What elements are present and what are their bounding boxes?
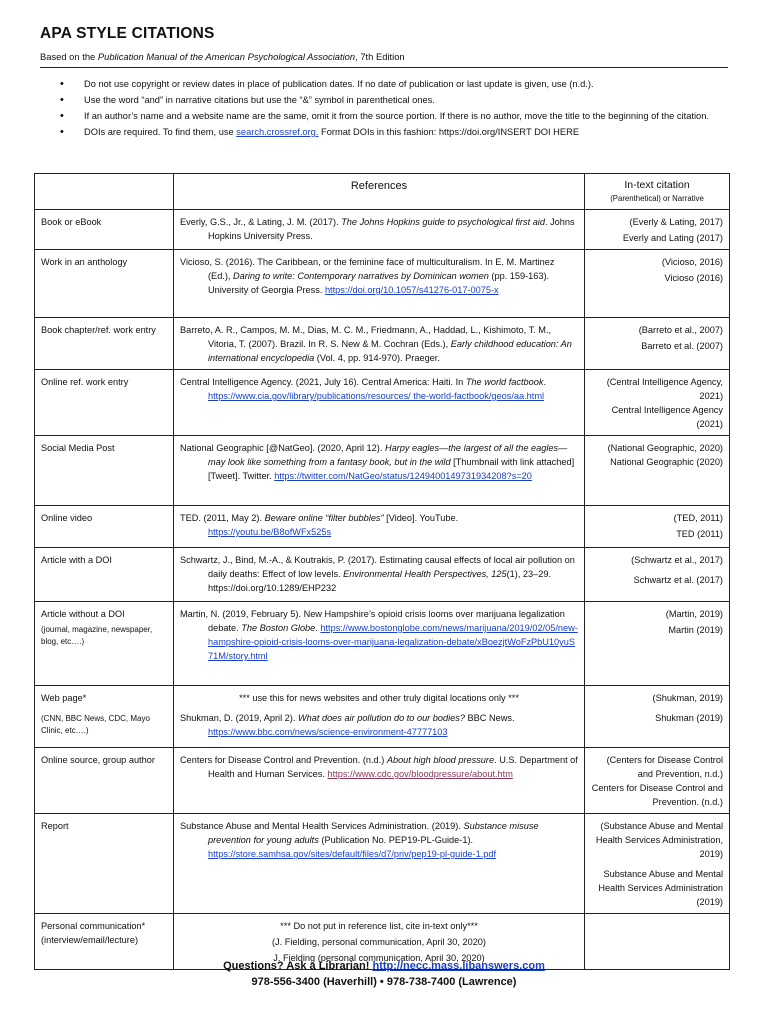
header-intext: In-text citation (Parenthetical) or Narrative xyxy=(585,174,730,210)
page-title: APA STYLE CITATIONS xyxy=(40,25,215,42)
table-header-row xyxy=(35,174,730,210)
intext-cell: (TED, 2011) TED (2011) xyxy=(585,506,730,548)
phone-numbers: 978-556-3400 (Haverhill) • 978-738-7400 (Lawrence) xyxy=(251,976,517,988)
source-type: Work in an anthology xyxy=(35,250,174,318)
reference-cell: Barreto, A. R., Campos, M. M., Dias, M. C. M., Friedmann, A., Haddad, L., Kishimoto, T. M., Vitoria, T. (2007). Brazil. In R. S. New & M. Cochran (Eds.), Early childhood education: An international encyclopedia (Vol. 4, pp. 914-970). Praeger. xyxy=(174,318,585,370)
table-row xyxy=(35,370,730,436)
bbc-link[interactable]: https://www.bbc.com/news/science-environment-47777103 xyxy=(208,727,448,737)
tweet-link[interactable]: https://twitter.com/NatGeo/status/1249400149731934208?s=20 xyxy=(274,471,532,481)
youtube-link[interactable]: https://youtu.be/B8ofWFx525s xyxy=(208,527,332,537)
reference-cell: Centers for Disease Control and Prevention. (n.d.) About high blood pressure. U.S. Department of Health and Human Services. https://www.cdc.gov/bloodpressure/about.htm xyxy=(174,748,585,814)
globe-article-link[interactable]: https://www.bostonglobe.com/news/marijuana/2019/02/05/new-hampshire-opioid-crisis-looms-over-marijuana-legalization-debate/xBoezjtWoFzPbU10yuS71M/story.html xyxy=(208,623,578,661)
libanswers-link[interactable]: http://necc.mass.libanswers.com xyxy=(372,960,545,972)
page-subtitle: Based on the Publication Manual of the American Psychological Association, 7th Edition xyxy=(40,51,405,62)
crossref-link[interactable]: search.crossref.org. xyxy=(236,127,319,137)
table-row xyxy=(35,250,730,318)
citation-table xyxy=(34,173,730,970)
source-type: Book chapter/ref. work entry xyxy=(35,318,174,370)
source-type: Article without a DOI (journal, magazine, newspaper, blog, etc….) xyxy=(35,602,174,686)
cdc-link[interactable]: https://www.cdc.gov/bloodpressure/about.htm xyxy=(327,769,513,779)
intext-cell: (Central Intelligence Agency, 2021) Central Intelligence Agency (2021) xyxy=(585,370,730,436)
intext-cell: (National Geographic, 2020) National Geographic (2020) xyxy=(585,436,730,506)
table-row xyxy=(35,506,730,548)
guideline-item: • Use the word “and” in narrative citations but use the “&” symbol in parenthetical ones. xyxy=(60,92,720,108)
source-type: Article with a DOI xyxy=(35,548,174,602)
intext-cell: (Substance Abuse and Mental Health Services Administration, 2019) Substance Abuse and Mental Health Services Administration (2019) xyxy=(585,814,730,914)
header-references: References xyxy=(174,174,585,210)
intext-cell: (Barreto et al., 2007) Barreto et al. (2007) xyxy=(585,318,730,370)
table-row xyxy=(35,548,730,602)
reference-cell: *** Do not put in reference list, cite in-text only*** (J. Fielding, personal communication, April 30, 2020) J. Fielding (personal communication, April 30, 2020) xyxy=(174,914,585,970)
reference-cell: TED. (2011, May 2). Beware online “filter bubbles” [Video]. YouTube. https://youtu.be/B8ofWFx525s xyxy=(174,506,585,548)
source-type: Online video xyxy=(35,506,174,548)
reference-cell: National Geographic [@NatGeo]. (2020, April 12). Harpy eagles—the largest of all the eagles—may look like something from a fantasy book, but in the wild [Thumbnail with link attached] [Tweet]. Twitter. https://twitter.com/NatGeo/status/1249400149731934208?s=20 xyxy=(174,436,585,506)
table-row xyxy=(35,602,730,686)
title-rule xyxy=(40,67,728,68)
header-type xyxy=(35,174,174,210)
doi-link[interactable]: https://doi.org/10.1057/s41276-017-0075-x xyxy=(324,285,499,295)
table-row xyxy=(35,814,730,914)
source-type: Personal communication* (interview/email/lecture) xyxy=(35,914,174,970)
reference-cell: Central Intelligence Agency. (2021, July 16). Central America: Haiti. In The world factbook. https://www.cia.gov/library/publications/resources/ the-world-factbook/geos/aa.html xyxy=(174,370,585,436)
guideline-item-doi: • DOIs are required. To find them, use search.crossref.org. Format DOIs in this fashion: https://doi.org/INSERT DOI HERE xyxy=(60,124,720,140)
source-type: Web page* (CNN, BBC News, CDC, Mayo Clinic, etc….) xyxy=(35,686,174,748)
intext-cell: (Vicioso, 2016) Vicioso (2016) xyxy=(585,250,730,318)
source-type: Online source, group author xyxy=(35,748,174,814)
table-row xyxy=(35,686,730,748)
ask-librarian-line: Questions? Ask a Librarian! http://necc.mass.libanswers.com xyxy=(223,960,545,972)
guideline-item: • If an author’s name and a website name are the same, omit it from the source portion. If there is no author, move the title to the beginning of the citation. xyxy=(60,108,720,124)
source-type: Social Media Post xyxy=(35,436,174,506)
source-type: Report xyxy=(35,814,174,914)
reference-cell: *** use this for news websites and other truly digital locations only *** Shukman, D. (2019, April 2). What does air pollution do to our bodies? BBC News. https://www.bbc.com/news/science-environment-47777103 xyxy=(174,686,585,748)
table-row xyxy=(35,748,730,814)
source-type: Online ref. work entry xyxy=(35,370,174,436)
intext-cell: (Martin, 2019) Martin (2019) xyxy=(585,602,730,686)
table-row xyxy=(35,436,730,506)
factbook-link[interactable]: https://www.cia.gov/library/publications/resources/ the-world-factbook/geos/aa.html xyxy=(208,391,545,401)
reference-cell: Schwartz, J., Bind, M.-A., & Koutrakis, P. (2017). Estimating causal effects of local air pollution on daily deaths: Effect of low levels. Environmental Health Perspectives, 125(1), 23–29. https://doi.org/10.1289/EHP232 xyxy=(174,548,585,602)
reference-cell: Martin, N. (2019, February 5). New Hampshire’s opioid crisis looms over marijuana legalization debate. The Boston Globe. https://www.bostonglobe.com/news/marijuana/2019/02/05/new-hampshire-opioid-crisis-looms-over-marijuana-legalization-debate/xBoezjtWoFzPbU10yuS71M/story.html xyxy=(174,602,585,686)
intext-cell: (Schwartz et al., 2017) Schwartz et al. (2017) xyxy=(585,548,730,602)
guidelines-list xyxy=(60,76,720,140)
intext-cell: (Everly & Lating, 2017) Everly and Lating (2017) xyxy=(585,210,730,250)
source-type: Book or eBook xyxy=(35,210,174,250)
table-row xyxy=(35,210,730,250)
table-row xyxy=(35,318,730,370)
intext-cell: (Shukman, 2019) Shukman (2019) xyxy=(585,686,730,748)
reference-cell: Everly, G.S., Jr., & Lating, J. M. (2017). The Johns Hopkins guide to psychological first aid. Johns Hopkins University Press. xyxy=(174,210,585,250)
guideline-item: • Do not use copyright or review dates in place of publication dates. If no date of publication or last update is given, use (n.d.). xyxy=(60,76,720,92)
reference-cell: Substance Abuse and Mental Health Services Administration. (2019). Substance misuse prevention for young adults (Publication No. PEP19-PL-Guide-1). https://store.samhsa.gov/sites/default/files/d7/priv/pep19-pl-guide-1.pdf xyxy=(174,814,585,914)
reference-cell: Vicioso, S. (2016). The Caribbean, or the feminine face of multiculturalism. In E. M. Martinez (Ed.), Daring to write: Contemporary narratives by Dominican women (pp. 159-163). University of Georgia Press. https://doi.org/10.1057/s41276-017-0075-x xyxy=(174,250,585,318)
samhsa-link[interactable]: https://store.samhsa.gov/sites/default/files/d7/priv/pep19-pl-guide-1.pdf xyxy=(208,849,497,859)
intext-cell: (Centers for Disease Control and Prevention, n.d.) Centers for Disease Control and Prevention. (n.d.) xyxy=(585,748,730,814)
